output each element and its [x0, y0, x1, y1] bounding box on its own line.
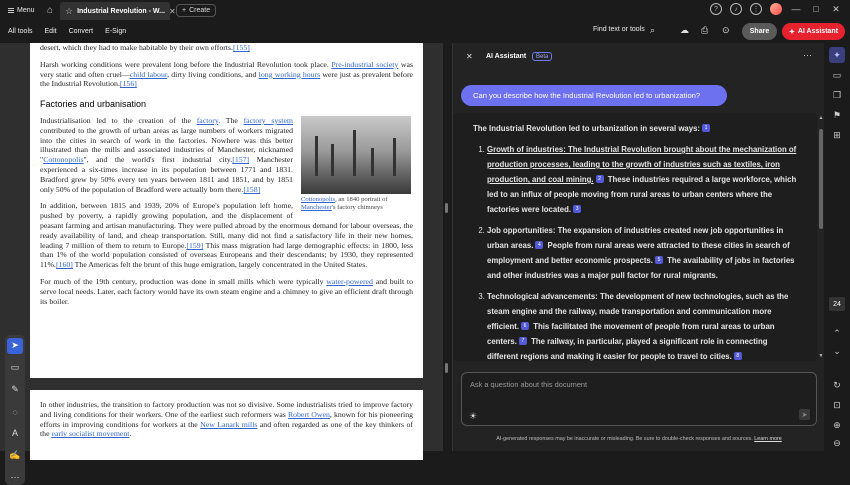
- text: , known for his pioneering efforts in improving conditions for workers at the: [40, 409, 413, 429]
- home-button[interactable]: [40, 0, 60, 20]
- more-options-icon[interactable]: ⋯: [803, 50, 812, 60]
- panel-header: [453, 43, 825, 71]
- link[interactable]: factory system: [243, 115, 293, 125]
- text: These industries required a large workforce, which led to an influx of people moving from rural areas to urban centers where the factories were located.: [487, 175, 797, 214]
- text: desert, which they had to make habitable by their own efforts.: [40, 43, 233, 52]
- drag-handle[interactable]: [445, 363, 448, 373]
- text: AI-generated responses may be inaccurate or misleading. Be sure to double-check responses and sources.: [496, 436, 753, 442]
- link[interactable]: early socialist movement: [51, 429, 130, 439]
- text: Technological advancements: The development of new technologies, such as the steam engine and the railway, made transportation and communication more efficient.: [487, 292, 789, 331]
- find-text-button[interactable]: Find text or tools: [593, 26, 645, 33]
- pages-icon[interactable]: ❐: [832, 89, 842, 100]
- citation-link[interactable]: [157]: [232, 155, 250, 165]
- paragraph: [40, 400, 413, 439]
- list-item: [487, 223, 797, 283]
- pane-divider[interactable]: [443, 43, 452, 451]
- lasso-icon[interactable]: ◌: [12, 406, 18, 417]
- figure: [301, 116, 413, 212]
- source-ref[interactable]: 3: [573, 205, 581, 213]
- star-icon[interactable]: ☆: [65, 5, 74, 16]
- print-icon[interactable]: ⎙: [701, 25, 709, 35]
- plus-icon: +: [182, 6, 187, 14]
- source-ref[interactable]: 4: [535, 241, 543, 249]
- text: and often regarded as one of the key thinkers of the: [40, 419, 413, 439]
- paragraph: [40, 60, 413, 89]
- menu-convert[interactable]: Convert: [68, 28, 94, 35]
- close-tab-icon[interactable]: ✕: [168, 6, 176, 16]
- link[interactable]: Robert Owen: [287, 409, 330, 419]
- list-item: [487, 142, 797, 217]
- link[interactable]: water-powered: [326, 276, 373, 286]
- create-button[interactable]: [176, 4, 216, 17]
- fit-page-icon[interactable]: ⊡: [833, 399, 841, 410]
- document-tab[interactable]: [60, 2, 176, 20]
- ai-assistant-panel: [452, 43, 824, 451]
- comment-icon[interactable]: ▭: [10, 362, 20, 373]
- text: ", and the world's first industrial city.: [83, 155, 233, 165]
- text: This mass migration had large demographic effects: in 1800, less than 1% of the world population consisted of overseas Europeans and their descendants; by 1930, they represented 11%.: [40, 240, 413, 270]
- caption-text: , an 1840 portrait of: [335, 195, 388, 203]
- answer-list: [473, 142, 797, 385]
- chimney: [315, 136, 318, 176]
- text: Manchester experienced a six-times increase in its population between 1771 and 1831. Bradford grew by 50% every ten years between 1811 and 1851, and by 1851 only 50% of the population of Bradford were actually born there.: [40, 155, 293, 194]
- source-ref[interactable]: 7: [519, 337, 527, 345]
- hamburger-icon: [8, 8, 14, 13]
- paragraph: [40, 43, 413, 53]
- main-toolbar: [0, 20, 850, 43]
- panel-title: AI Assistant: [486, 53, 527, 60]
- attachments-icon[interactable]: ⊞: [833, 129, 841, 140]
- text: The railway, in particular, played a significant role in connecting different regions and making it easier for people to travel to cities.: [487, 337, 768, 361]
- zoom-in-icon[interactable]: ⊕: [833, 419, 841, 430]
- fill-sign-icon[interactable]: ✍: [9, 449, 21, 460]
- scroll-thumb[interactable]: [819, 129, 823, 229]
- create-label: Create: [189, 6, 211, 14]
- chimney: [393, 138, 396, 176]
- citation-link[interactable]: [160]: [55, 260, 73, 270]
- pen-icon[interactable]: ✎: [11, 384, 19, 395]
- ask-input-box[interactable]: [461, 372, 817, 426]
- factory-chimneys-image[interactable]: [301, 116, 411, 194]
- close-icon[interactable]: ✕: [466, 52, 473, 61]
- user-question-bubble: Can you describe how the Industrial Revolution led to urbanization?: [461, 85, 727, 106]
- text: and built to serve local needs. Later, each factory would have its own steam engine and a chimney to give an efficient draft through its boiler.: [40, 276, 413, 306]
- share-button[interactable]: Share: [742, 23, 777, 40]
- text: The availability of jobs in factories and other industries was a major pull factor for rural migrants.: [487, 256, 795, 280]
- text: People from rural areas were attracted to these cities in search of employment and better economic prospects.: [487, 241, 790, 265]
- citation-link[interactable]: [156]: [119, 79, 137, 89]
- caption-text: 's factory chimneys: [331, 203, 383, 211]
- cloud-upload-icon[interactable]: ☁: [680, 25, 689, 35]
- text: In addition, between 1815 and 1939, 20% of Europe's population left home, pushed by poverty, a rapidly growing population, and the displacement of peasant farming and artisan manufacturing. They were pulled abroad by the enormous demand for labour overseas, the ready availability of land, and cheap transportation. Still, many did not find a satisfactory life in their new homes, leading 7 million of them to return to Europe.: [40, 201, 413, 250]
- save-icon[interactable]: ⊙: [722, 25, 730, 35]
- pdf-page: [30, 43, 423, 378]
- ai-assistant-button[interactable]: [782, 23, 845, 40]
- paragraph: [40, 277, 413, 306]
- text: Harsh working conditions were prevalent long before the Industrial Revolution took place.: [40, 59, 332, 69]
- refresh-icon[interactable]: ↻: [833, 379, 841, 390]
- chimney: [353, 130, 356, 176]
- bookmark-icon[interactable]: ⚑: [832, 109, 842, 120]
- quick-tools-rail: [5, 335, 25, 485]
- document-viewer[interactable]: [0, 43, 443, 482]
- close-window-icon[interactable]: ✕: [832, 3, 840, 14]
- text: was very static and often cruel—: [40, 59, 414, 79]
- text: The Americas felt the brunt of this huge emigration, largely concentrated in the United States.: [72, 260, 368, 270]
- comments-icon[interactable]: ▭: [832, 69, 842, 80]
- source-ref[interactable]: 1: [702, 124, 710, 132]
- text: contributed to the growth of urban areas as large numbers of workers migrated into the cities in search of work in the factories. Nowhere was this better illustrated than the mills and associated industries of Manchester, nicknamed ": [40, 125, 293, 165]
- menu-esign[interactable]: E-Sign: [105, 28, 127, 35]
- text: Job opportunities: The expansion of industries created new job opportunities in urban areas.: [487, 226, 784, 250]
- lightbulb-icon[interactable]: ☀: [469, 411, 478, 421]
- bell-icon[interactable]: ♪: [730, 3, 742, 15]
- learn-more-link[interactable]: Learn more: [754, 436, 782, 442]
- ask-input[interactable]: Ask a question about this document: [470, 380, 588, 389]
- link[interactable]: long working hours: [258, 69, 321, 79]
- page-number[interactable]: 24: [829, 297, 845, 311]
- minimize-icon[interactable]: —: [791, 4, 801, 14]
- send-icon[interactable]: ➤: [799, 409, 810, 420]
- menu-button[interactable]: [0, 0, 40, 20]
- list-item: [487, 289, 797, 364]
- caption-link[interactable]: Manchester: [301, 203, 332, 211]
- window-controls: [710, 3, 842, 15]
- menu-label: Menu: [17, 6, 35, 14]
- section-heading: Factories and urbanisation: [40, 99, 147, 110]
- citation-link[interactable]: [158]: [243, 184, 261, 194]
- text: Growth of industries: The Industrial Revolution brought about the mechanization of production processes, leading to the growth of industries such as textiles, iron production, and coal mining.: [487, 145, 797, 184]
- zoom-out-icon[interactable]: ⊖: [833, 437, 841, 448]
- page-up-icon[interactable]: ⌃: [833, 327, 841, 338]
- ai-answer: [453, 113, 817, 361]
- answer-intro: [473, 121, 797, 136]
- ai-chat-icon[interactable]: ✦: [829, 47, 845, 63]
- right-tools-rail: [824, 43, 850, 451]
- source-ref[interactable]: 6: [521, 322, 529, 330]
- text: .: [129, 429, 132, 439]
- link[interactable]: child labour: [129, 69, 168, 79]
- scroll-down-icon[interactable]: ▼: [818, 353, 824, 359]
- chimney: [331, 144, 334, 176]
- link[interactable]: New Lanark mills: [200, 419, 258, 429]
- text: The Industrial Revolution led to urbanization in several ways:: [473, 124, 701, 133]
- menu-all-tools[interactable]: All tools: [8, 28, 33, 35]
- select-cursor-icon[interactable]: ➤: [7, 338, 23, 354]
- text: This facilitated the movement of people from rural areas to urban centers.: [487, 322, 775, 346]
- text: For much of the 19th century, production was done in small mills which were typically: [40, 276, 327, 286]
- sparkle-icon: ✦: [788, 28, 795, 36]
- citation-link[interactable]: [155]: [233, 43, 250, 52]
- search-icon[interactable]: ⌕: [650, 25, 656, 35]
- avatar[interactable]: [770, 3, 782, 15]
- maximize-icon[interactable]: □: [813, 4, 819, 14]
- page-down-icon[interactable]: ⌄: [833, 345, 841, 356]
- link[interactable]: factory: [196, 115, 219, 125]
- text: , dirty living conditions, and: [167, 69, 259, 79]
- drag-handle[interactable]: [445, 203, 448, 213]
- text: . The: [218, 115, 244, 125]
- menu-edit[interactable]: Edit: [44, 28, 57, 35]
- tab-title: Industrial Revolution - W...: [77, 7, 165, 15]
- more-tools-icon[interactable]: ⋯: [10, 471, 20, 482]
- title-bar: [0, 0, 850, 20]
- chimney: [371, 148, 374, 176]
- home-icon: ⌂: [46, 4, 54, 16]
- pdf-page: [30, 390, 423, 460]
- citation-link[interactable]: [159]: [186, 240, 204, 250]
- caption-link[interactable]: Cottonopolis: [301, 195, 336, 203]
- beta-badge: Beta: [532, 52, 552, 61]
- text: were just as prevalent before the Industrial Revolution.: [40, 69, 413, 89]
- source-ref[interactable]: 5: [655, 256, 663, 264]
- source-ref[interactable]: 2: [596, 175, 604, 183]
- help-icon[interactable]: ?: [710, 3, 722, 15]
- scroll-up-icon[interactable]: ▲: [818, 115, 824, 121]
- text: Industrialisation led to the creation of the: [40, 115, 197, 125]
- text-box-icon[interactable]: A: [11, 428, 18, 439]
- ai-disclaimer: [453, 436, 825, 442]
- apps-grid-icon[interactable]: ⋮: [750, 3, 762, 15]
- link[interactable]: Pre-industrial society: [331, 59, 399, 69]
- link[interactable]: Cottonopolis: [43, 155, 84, 165]
- text: In other industries, the transition to factory production was not so divisive. Some industrialists tried to improve factory and living conditions for their workers. One of the earliest such reformers was: [40, 400, 413, 419]
- source-ref[interactable]: 8: [734, 352, 742, 360]
- ai-assistant-label: AI Assistant: [797, 28, 839, 35]
